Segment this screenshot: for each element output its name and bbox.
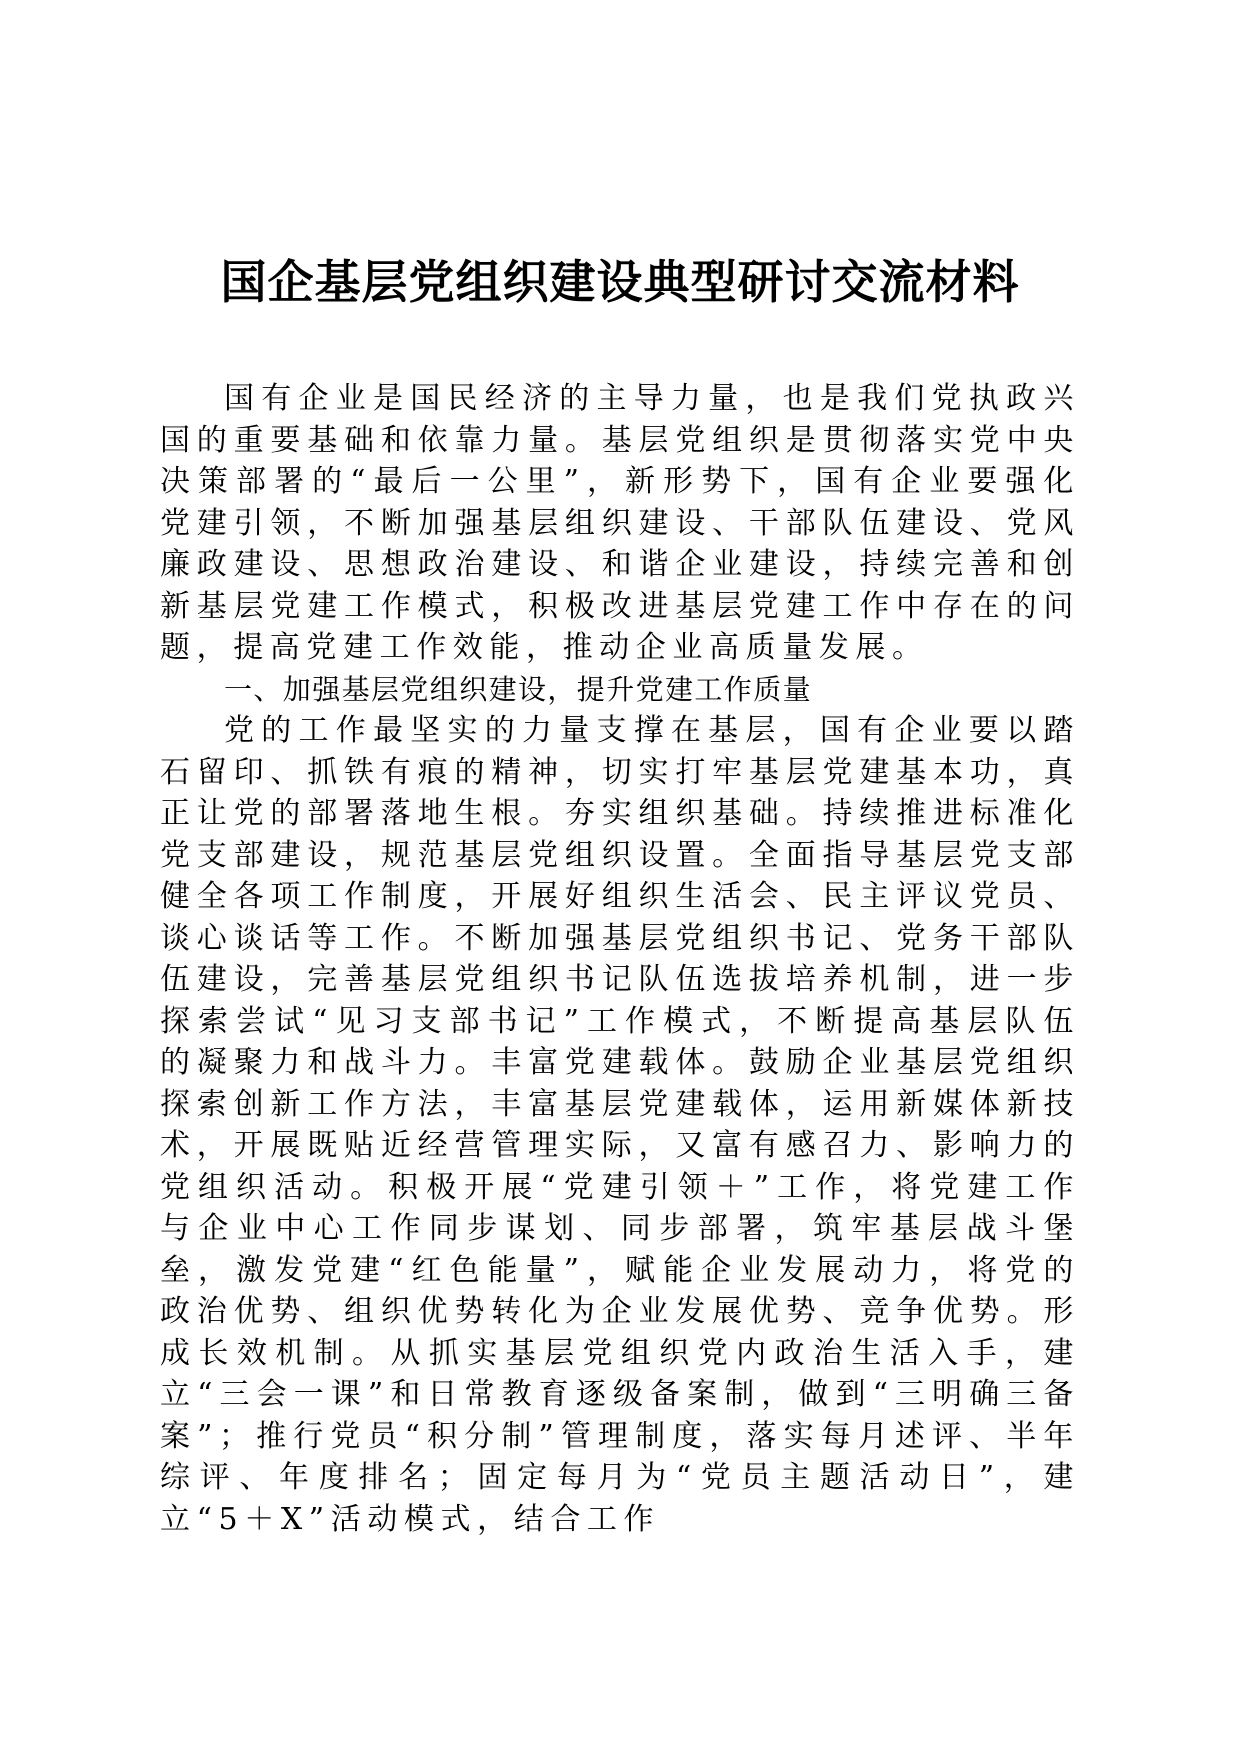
- document-body: [160, 378, 1080, 1540]
- section-paragraph: 党的工作最坚实的力量支撑在基层，国有企业要以踏石留印、抓铁有痕的精神，切实打牢基层党建基本功，真正让党的部署落地生根。夯实组织基础。持续推进标准化党支部建设，规范基层党组织设置。全面指导基层党支部健全各项工作制度，开展好组织生活会、民主评议党员、谈心谈话等工作。不断加强基层党组织书记、党务干部队伍建设，完善基层党组织书记队伍选拔培养机制，进一步探索尝试“见习支部书记”工作模式，不断提高基层队伍的凝聚力和战斗力。丰富党建载体。鼓励企业基层党组织探索创新工作方法，丰富基层党建载体，运用新媒体新技术，开展既贴近经营管理实际，又富有感召力、影响力的党组织活动。积极开展“党建引领＋”工作，将党建工作与企业中心工作同步谋划、同步部署，筑牢基层战斗堡垒，激发党建“红色能量”，赋能企业发展动力，将党的政治优势、组织优势转化为企业发展优势、竞争优势。形成长效机制。从抓实基层党组织党内政治生活入手，建立“三会一课”和日常教育逐级备案制，做到“三明确三备案”；推行党员“积分制”管理制度，落实每月述评、半年综评、年度排名；固定每月为“党员主题活动日”，建立“5＋X”活动模式，结合工作: [160, 713, 1080, 1537]
- document-title: 国企基层党组织建设典型研讨交流材料: [220, 255, 1020, 309]
- intro-paragraph: 国有企业是国民经济的主导力量，也是我们党执政兴国的重要基础和依靠力量。基层党组织是贯彻落实党中央决策部署的“最后一公里”，新形势下，国有企业要强化党建引领，不断加强基层组织建设、干部队伍建设、党风廉政建设、思想政治建设、和谐企业建设，持续完善和创新基层党建工作模式，积极改进基层党建工作中存在的问题，提高党建工作效能，推动企业高质量发展。: [160, 381, 1080, 665]
- section-heading: 一、加强基层党组织建设，提升党建工作质量: [224, 672, 813, 706]
